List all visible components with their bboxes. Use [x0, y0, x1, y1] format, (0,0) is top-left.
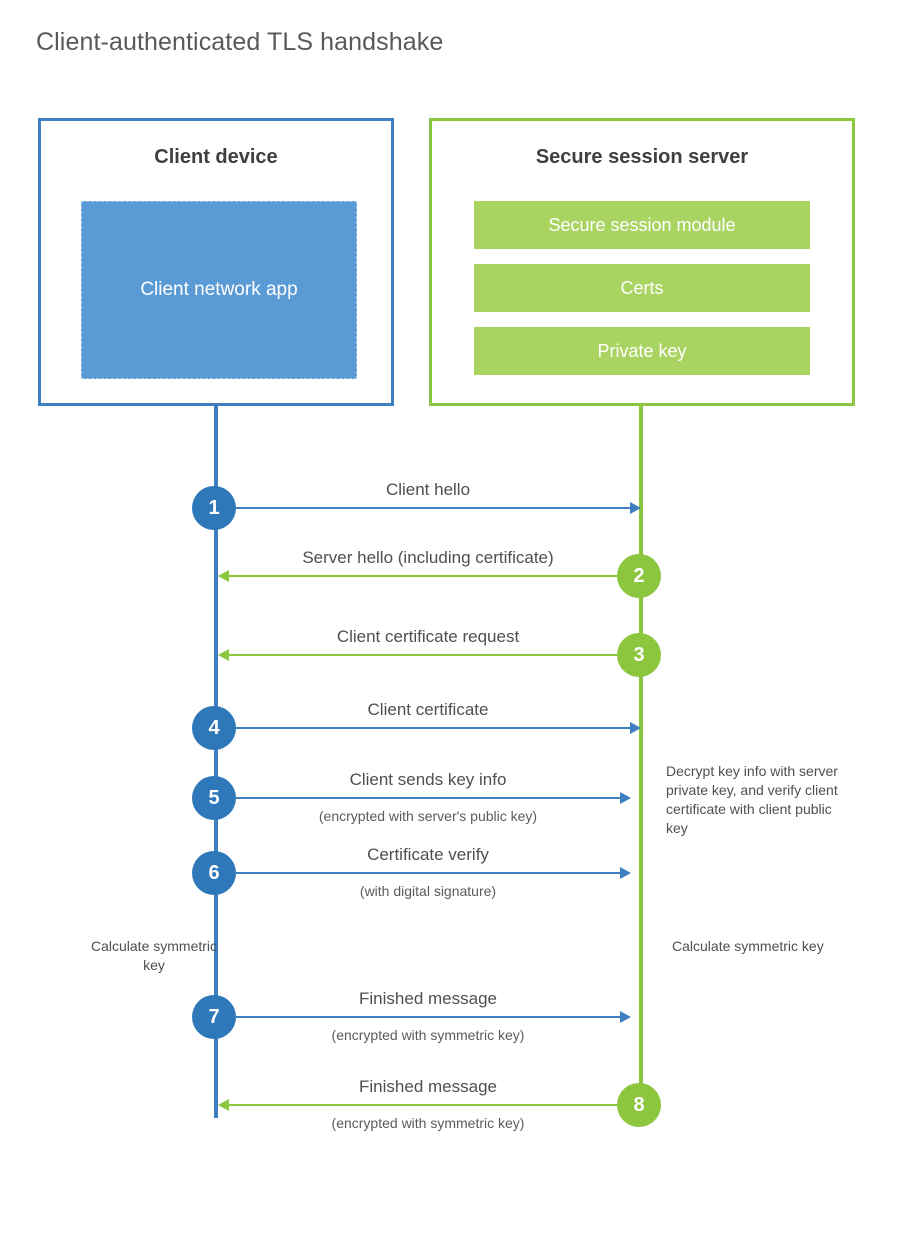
step-arrow-head-2 [218, 570, 229, 582]
step-arrow-line-2 [229, 575, 619, 577]
client-network-app-block: Client network app [81, 201, 357, 379]
step-sublabel-7: (encrypted with symmetric key) [331, 1027, 525, 1043]
step-badge-6: 6 [192, 851, 236, 895]
secure-session-server-title: Secure session server [535, 146, 749, 168]
secure-session-server-box [429, 118, 855, 406]
note-server-calculate-symmetric-key: Calculate symmetric key [672, 938, 824, 954]
client-device-box [38, 118, 394, 406]
step-badge-2: 2 [617, 554, 661, 598]
step-badge-4: 4 [192, 706, 236, 750]
note-client-calculate-symmetric-key: Calculate symmetric key [90, 938, 218, 973]
server-component-secure-session-module: Secure session module [474, 201, 810, 249]
step-arrow-head-3 [218, 649, 229, 661]
step-badge-1: 1 [192, 486, 236, 530]
step-arrow-line-5 [216, 797, 620, 799]
step-arrow-line-1 [216, 507, 630, 509]
client-device-title: Client device [154, 146, 278, 168]
step-arrow-line-3 [229, 654, 619, 656]
step-label-5: Client sends key info [349, 770, 507, 789]
step-label-3: Client certificate request [336, 627, 520, 646]
server-component-certs: Certs [474, 264, 810, 312]
step-sublabel-8: (encrypted with symmetric key) [331, 1115, 525, 1131]
step-badge-7: 7 [192, 995, 236, 1039]
page-title: Client-authenticated TLS handshake [36, 28, 444, 56]
step-arrow-line-6 [216, 872, 620, 874]
note-server-decrypt: Decrypt key info with server private key, and verify client certificate with client public key [666, 763, 838, 836]
step-label-6: Certificate verify [367, 845, 489, 864]
step-label-4: Client certificate [367, 700, 489, 719]
server-component-private-key: Private key [474, 327, 810, 375]
step-label-8: Finished message [359, 1077, 497, 1096]
step-arrow-line-4 [216, 727, 630, 729]
step-arrow-head-5 [620, 792, 631, 804]
step-sublabel-5: (encrypted with server's public key) [318, 808, 538, 824]
step-arrow-head-4 [630, 722, 641, 734]
step-badge-5: 5 [192, 776, 236, 820]
step-label-7: Finished message [359, 989, 497, 1008]
step-label-2: Server hello (including certificate) [302, 548, 554, 567]
step-arrow-head-7 [620, 1011, 631, 1023]
step-arrow-line-8 [229, 1104, 619, 1106]
step-arrow-line-7 [216, 1016, 620, 1018]
step-arrow-head-1 [630, 502, 641, 514]
step-arrow-head-6 [620, 867, 631, 879]
step-arrow-head-8 [218, 1099, 229, 1111]
step-label-1: Client hello [385, 480, 471, 499]
step-sublabel-6: (with digital signature) [359, 883, 497, 899]
step-badge-3: 3 [617, 633, 661, 677]
step-badge-8: 8 [617, 1083, 661, 1127]
